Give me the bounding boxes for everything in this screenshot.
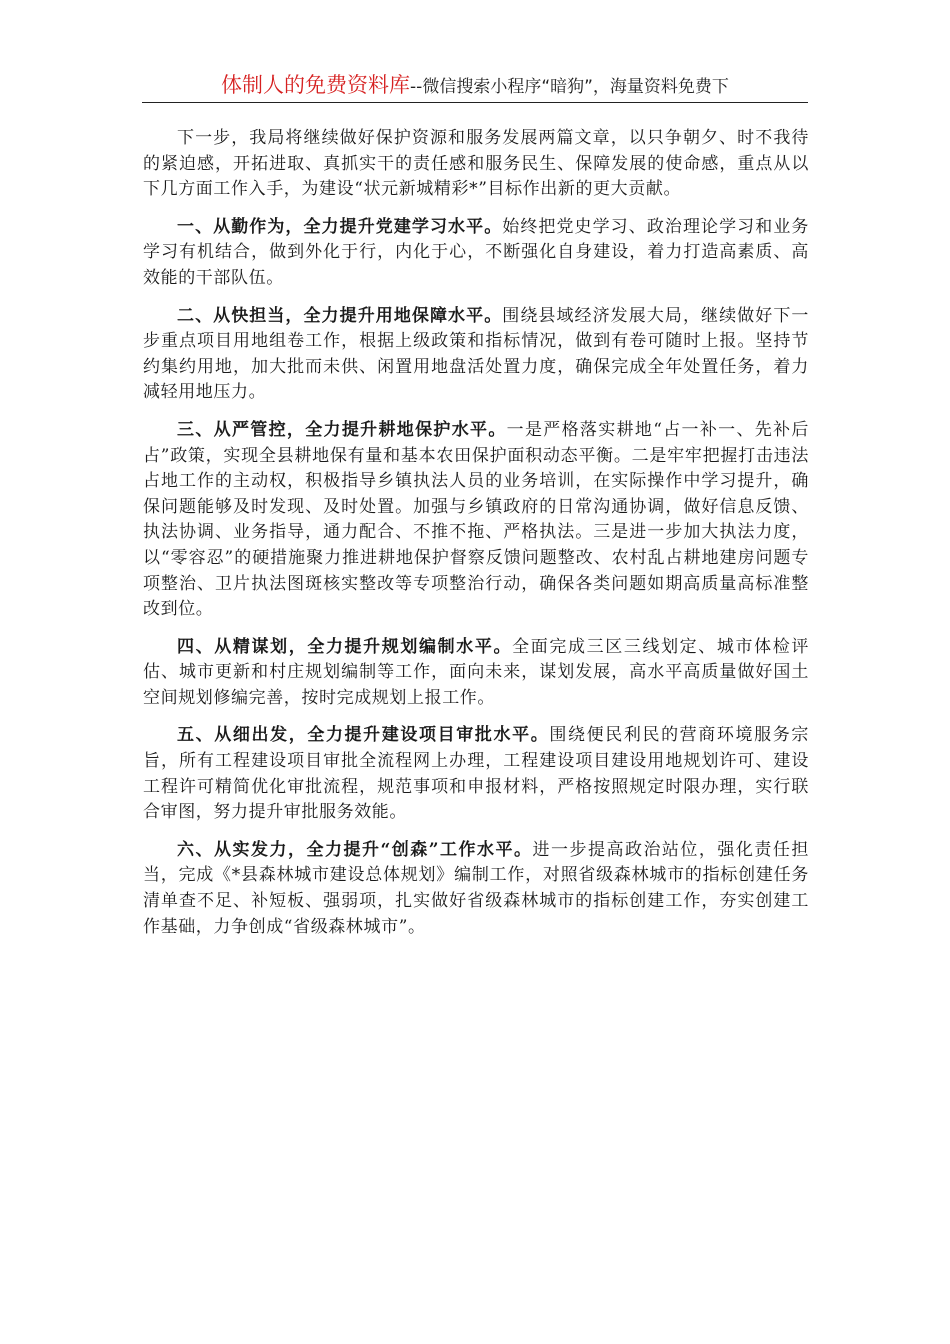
section-text-2: 围绕县域经济发展大局，继续做好下一步重点项目用地组卷工作，根据上级政策和指标情况，做到有卷可随时上报。坚持节约集约用地，加大批而未供、闲置用地盘活处置力度，确保完成全年处置任务，着力减轻用地压力。 xyxy=(143,305,809,403)
section-heading-5: 五、从细出发，全力提升建设项目审批水平。 xyxy=(177,725,550,746)
section-paragraph-6 xyxy=(143,838,809,940)
section-heading-2: 二、从快担当，全力提升用地保障水平。 xyxy=(177,305,503,326)
section-paragraph-3 xyxy=(143,418,809,623)
header-brand: 体制人的免费资料库 xyxy=(221,73,411,97)
document-body xyxy=(143,126,809,952)
section-heading-6: 六、从实发力，全力提升“创森”工作水平。 xyxy=(177,839,533,860)
page-header xyxy=(142,72,808,103)
section-text-4: 全面完成三区三线划定、城市体检评估、城市更新和村庄规划编制等工作，面向未来，谋划发展，高水平高质量做好国土空间规划修编完善，按时完成规划上报工作。 xyxy=(143,636,809,708)
section-paragraph-1 xyxy=(143,215,809,292)
section-paragraph-5 xyxy=(143,723,809,825)
section-text-5: 围绕便民利民的营商环境服务宗旨，所有工程建设项目审批全流程网上办理，工程建设项目建设用地规划许可、建设工程许可精简优化审批流程，规范事项和申报材料，严格按照规定时限办理，实行联合审图，努力提升审批服务效能。 xyxy=(143,725,809,823)
header-slogan: --微信搜索小程序“暗狗”，海量资料免费下 xyxy=(410,77,729,97)
intro-paragraph: 下一步，我局将继续做好保护资源和服务发展两篇文章，以只争朝夕、时不我待的紧迫感，开拓进取、真抓实干的责任感和服务民生、保障发展的使命感，重点从以下几方面工作入手，为建设“状元新城精彩*”目标作出新的更大贡献。 xyxy=(143,128,809,200)
section-heading-3: 三、从严管控，全力提升耕地保护水平。 xyxy=(177,419,507,440)
section-text-6: 进一步提高政治站位，强化责任担当，完成《*县森林城市建设总体规划》编制工作，对照省级森林城市的指标创建任务清单查不足、补短板、强弱项，扎实做好省级森林城市的指标创建工作，夯实创建工作基础，力争创成“省级森林城市”。 xyxy=(143,839,810,937)
section-text-1: 始终把党史学习、政治理论学习和业务学习有机结合，做到外化于行，内化于心，不断强化自身建设，着力打造高素质、高效能的干部队伍。 xyxy=(143,216,809,288)
section-heading-1: 一、从勤作为，全力提升党建学习水平。 xyxy=(177,216,503,237)
section-paragraph-4 xyxy=(143,635,809,712)
section-text-3: 一是严格落实耕地“占一补一、先补后占”政策，实现全县耕地保有量和基本农田保护面积动态平衡。二是牢牢把握打击违法占地工作的主动权，积极指导乡镇执法人员的业务培训，在实际操作中学习提升，确保问题能够及时发现、及时处置。加强与乡镇政府的日常沟通协调，做好信息反馈、执法协调、业务指导，通力配合、不推不拖、严格执法。三是进一步加大执法力度，以“零容忍”的硬措施聚力推进耕地保护督察反馈问题整改、农村乱占耕地建房问题专项整治、卫片执法图斑核实整改等专项整治行动，确保各类问题如期高质量高标准整改到位。 xyxy=(143,419,809,620)
section-heading-4: 四、从精谋划，全力提升规划编制水平。 xyxy=(177,636,513,657)
section-paragraph-2 xyxy=(143,304,809,406)
